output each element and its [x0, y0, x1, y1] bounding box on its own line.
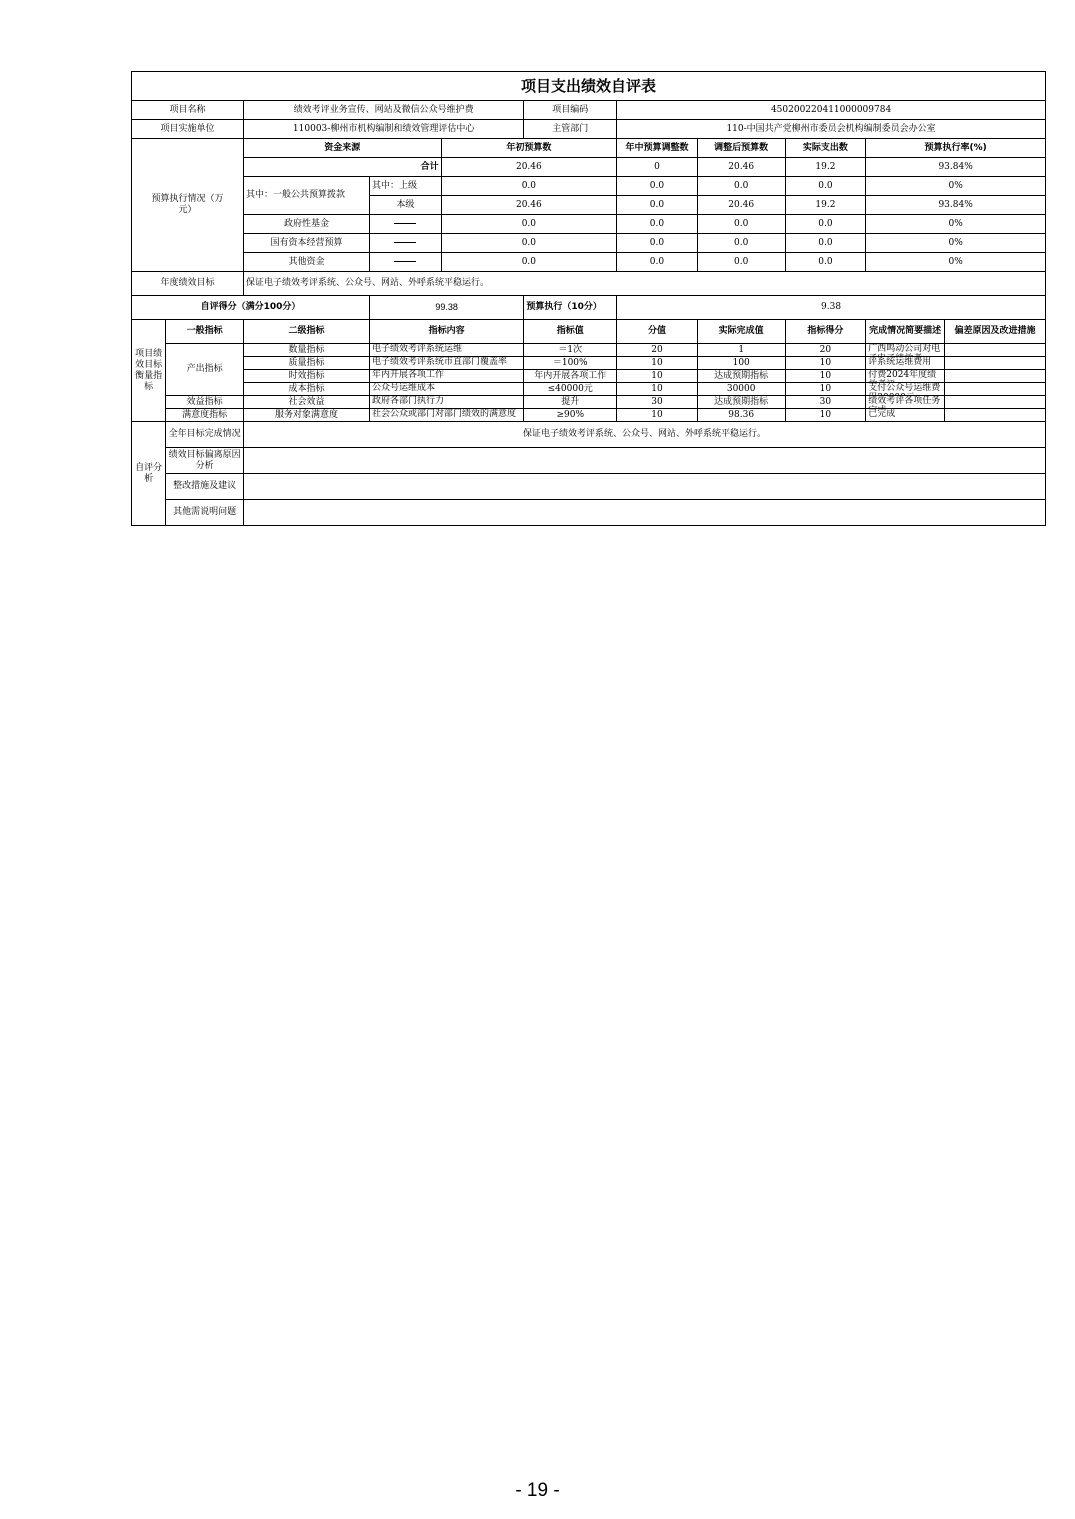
- header-level2: 二级指标: [243, 320, 369, 344]
- other-fund-dash: [370, 253, 442, 272]
- indicator-score: 10: [785, 357, 866, 370]
- gov-fund-adjusted: 0.0: [697, 215, 785, 234]
- other-issues-text: [243, 500, 1045, 526]
- project-dept-label: 主管部门: [524, 120, 617, 139]
- completion-label: 全年目标完成情况: [166, 422, 244, 448]
- gov-fund-rate: 0%: [866, 215, 1046, 234]
- gov-fund-dash: [370, 215, 442, 234]
- indicator-target: ＝1次: [524, 344, 617, 357]
- indicator-actual: 100: [697, 357, 785, 370]
- indicator-reason: [944, 344, 1045, 357]
- performance-self-evaluation-sheet: [131, 71, 1046, 526]
- indicator-reason: [944, 409, 1045, 422]
- budget-section-label: 预算执行情况（万元）: [132, 139, 244, 272]
- header-level1: 一般指标: [166, 320, 244, 344]
- indicator-actual: 达成预期指标: [697, 396, 785, 409]
- project-code-label: 项目编码: [524, 101, 617, 120]
- header-initial-budget: 年初预算数: [441, 139, 617, 158]
- project-name-label: 项目名称: [132, 101, 244, 120]
- indicator-content: 政府各部门执行力: [370, 396, 524, 409]
- state-capital-rate: 0%: [866, 234, 1046, 253]
- project-unit-label: 项目实施单位: [132, 120, 244, 139]
- indicator-reason: [944, 396, 1045, 409]
- gov-fund-label: 政府性基金: [243, 215, 369, 234]
- other-fund-rate: 0%: [866, 253, 1046, 272]
- indicator-target: 年内开展各项工作: [524, 370, 617, 383]
- evaluation-table: [131, 71, 1046, 526]
- budget-exec-score-label: 预算执行（10分）: [524, 296, 617, 320]
- total-initial: 20.46: [441, 158, 617, 177]
- indicator-weight: 10: [617, 409, 698, 422]
- page-number: - 19 -: [515, 1480, 560, 1501]
- upper-rate: 0%: [866, 177, 1046, 196]
- indicator-desc: 评系统运维费用: [866, 357, 945, 370]
- indicator-section-label: 项目绩效目标衡量指标: [132, 320, 166, 422]
- output-indicator-label: 产出指标: [166, 344, 244, 396]
- indicator-actual: 98.36: [697, 409, 785, 422]
- annual-goal-label: 年度绩效目标: [132, 272, 244, 296]
- indicator-weight: 20: [617, 344, 698, 357]
- total-label: 合计: [243, 158, 441, 177]
- indicator-level2: 服务对象满意度: [243, 409, 369, 422]
- header-fund-source: 资金来源: [243, 139, 441, 158]
- header-target: 指标值: [524, 320, 617, 344]
- total-actual: 19.2: [785, 158, 866, 177]
- other-fund-actual: 0.0: [785, 253, 866, 272]
- indicator-reason: [944, 370, 1045, 383]
- indicator-content: 电子绩效考评系统运维: [370, 344, 524, 357]
- indicator-level2: 时效指标: [243, 370, 369, 383]
- improve-text: [243, 474, 1045, 500]
- indicator-desc: 绩效考评各项任务: [866, 396, 945, 409]
- indicator-desc: 已完成: [866, 409, 945, 422]
- effect-indicator-label: 效益指标: [166, 396, 244, 409]
- total-mid: 0: [617, 158, 698, 177]
- state-capital-actual: 0.0: [785, 234, 866, 253]
- gov-fund-actual: 0.0: [785, 215, 866, 234]
- state-capital-adjusted: 0.0: [697, 234, 785, 253]
- indicator-desc: 支付公众号运维费: [866, 383, 945, 396]
- self-eval-section-label: 自评分析: [132, 422, 166, 526]
- project-code: 450200220411000009784: [617, 101, 1046, 120]
- indicator-target: ≥90%: [524, 409, 617, 422]
- state-capital-dash: [370, 234, 442, 253]
- indicator-target: 提升: [524, 396, 617, 409]
- indicator-actual: 达成预期指标: [697, 370, 785, 383]
- indicator-score: 20: [785, 344, 866, 357]
- upper-actual: 0.0: [785, 177, 866, 196]
- indicator-content: 公众号运维成本: [370, 383, 524, 396]
- indicator-content: 年内开展各项工作: [370, 370, 524, 383]
- self-score-label: 自评得分（满分100分）: [132, 296, 370, 320]
- indicator-score: 10: [785, 370, 866, 383]
- indicator-level2: 社会效益: [243, 396, 369, 409]
- indicator-content: 电子绩效考评系统市直部门覆盖率: [370, 357, 524, 370]
- deviation-text: [243, 448, 1045, 474]
- header-score: 指标得分: [785, 320, 866, 344]
- table-title: 项目支出绩效自评表: [132, 72, 1046, 101]
- self-score-value: 99.38: [370, 296, 524, 320]
- annual-goal-text: 保证电子绩效考评系统、公众号、网站、外呼系统平稳运行。: [243, 272, 1045, 296]
- indicator-target: ＝100%: [524, 357, 617, 370]
- upper-mid: 0.0: [617, 177, 698, 196]
- header-content: 指标内容: [370, 320, 524, 344]
- project-dept: 110-中国共产党柳州市委员会机构编制委员会办公室: [617, 120, 1046, 139]
- indicator-score: 10: [785, 409, 866, 422]
- indicator-actual: 30000: [697, 383, 785, 396]
- other-issues-label: 其他需说明问题: [166, 500, 244, 526]
- indicator-content: 社会公众或部门对部门绩效的满意度: [370, 409, 524, 422]
- gov-fund-initial: 0.0: [441, 215, 617, 234]
- indicator-weight: 10: [617, 357, 698, 370]
- indicator-level2: 质量指标: [243, 357, 369, 370]
- project-unit: 110003-柳州市机构编制和绩效管理评估中心: [243, 120, 523, 139]
- deviation-label: 绩效目标偏离原因分析: [166, 448, 244, 474]
- upper-label: 其中：上级: [370, 177, 442, 196]
- indicator-desc: 付费2024年度绩: [866, 370, 945, 383]
- indicator-level2: 成本指标: [243, 383, 369, 396]
- indicator-weight: 30: [617, 396, 698, 409]
- header-weight: 分值: [617, 320, 698, 344]
- project-name: 绩效考评业务宣传、网站及微信公众号维护费: [243, 101, 523, 120]
- header-adjusted-budget: 调整后预算数: [697, 139, 785, 158]
- other-fund-initial: 0.0: [441, 253, 617, 272]
- indicator-reason: [944, 383, 1045, 396]
- upper-adjusted: 0.0: [697, 177, 785, 196]
- other-fund-label: 其他资金: [243, 253, 369, 272]
- total-rate: 93.84%: [866, 158, 1046, 177]
- header-reason: 偏差原因及改进措施: [944, 320, 1045, 344]
- local-initial: 20.46: [441, 196, 617, 215]
- header-actual-spend: 实际支出数: [785, 139, 866, 158]
- indicator-reason: [944, 357, 1045, 370]
- indicator-desc: 广西鸣动公司对电: [866, 344, 945, 357]
- improve-label: 整改措施及建议: [166, 474, 244, 500]
- general-budget-label: 其中：一般公共预算拨款: [243, 177, 369, 215]
- indicator-target: ≤40000元: [524, 383, 617, 396]
- indicator-score: 30: [785, 396, 866, 409]
- local-rate: 93.84%: [866, 196, 1046, 215]
- indicator-weight: 10: [617, 370, 698, 383]
- budget-exec-score-value: 9.38: [617, 296, 1046, 320]
- gov-fund-mid: 0.0: [617, 215, 698, 234]
- total-adjusted: 20.46: [697, 158, 785, 177]
- header-actual: 实际完成值: [697, 320, 785, 344]
- header-desc: 完成情况简要描述: [866, 320, 945, 344]
- satisfaction-indicator-label: 满意度指标: [166, 409, 244, 422]
- indicator-score: 10: [785, 383, 866, 396]
- local-mid: 0.0: [617, 196, 698, 215]
- upper-initial: 0.0: [441, 177, 617, 196]
- state-capital-mid: 0.0: [617, 234, 698, 253]
- state-capital-label: 国有资本经营预算: [243, 234, 369, 253]
- other-fund-adjusted: 0.0: [697, 253, 785, 272]
- local-actual: 19.2: [785, 196, 866, 215]
- indicator-weight: 10: [617, 383, 698, 396]
- header-mid-adjust: 年中预算调整数: [617, 139, 698, 158]
- completion-text: 保证电子绩效考评系统、公众号、网站、外呼系统平稳运行。: [243, 422, 1045, 448]
- header-execution-rate: 预算执行率(%): [866, 139, 1046, 158]
- indicator-actual: 1: [697, 344, 785, 357]
- indicator-level2: 数量指标: [243, 344, 369, 357]
- local-adjusted: 20.46: [697, 196, 785, 215]
- other-fund-mid: 0.0: [617, 253, 698, 272]
- state-capital-initial: 0.0: [441, 234, 617, 253]
- local-label: 本级: [370, 196, 442, 215]
